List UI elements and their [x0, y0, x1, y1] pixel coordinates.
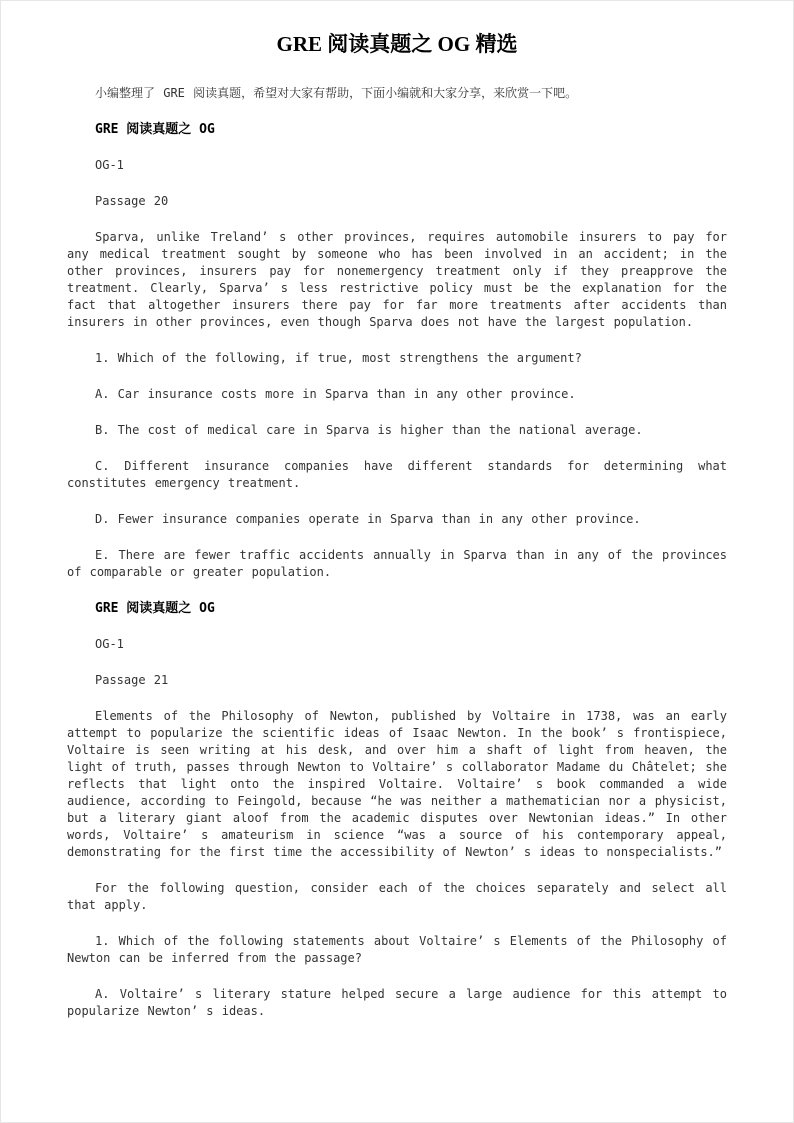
og-label: OG-1 — [95, 637, 124, 651]
passage-text: Sparva, unlike Treland’ s other provinces, requires automobile insurers to pay for any medical treatment sought by someone who has been involved in an accident; in the other provinces, insurers pay for nonemergency treatment only if they preapprove the treatment. Clearly, Sparva’ s less restrictive policy must be the explanation for the fact that altogether insurers there pay for far more treatments after accidents than insurers in other provinces, even though Sparva does not have the largest population. — [67, 230, 727, 329]
choice-b: B. The cost of medical care in Sparva is higher than the national average. — [95, 423, 643, 437]
section-heading: GRE 阅读真题之 OG — [95, 122, 215, 137]
passage-text: Elements of the Philosophy of Newton, published by Voltaire in 1738, was an early attempt to popularize the scientific ideas of Isaac Newton. In the book’ s frontispiece, Voltaire is seen writing at his desk, and over him a shaft of light from heaven, the light of truth, passes through Newton to Voltaire’ s collaborator Madame du Châtelet; she reflects that light onto the inspired Voltaire. Voltaire’ s book commanded a wide audience, according to Feingold, because “he was neither a mathematician nor a physicist, but a literary giant aloof from the academic disputes over Newtonian ideas.” In other words, Voltaire’ s amateurism in science “was a source of his contemporary appeal, demonstrating for the first time the accessibility of Newton’ s ideas to nonspecialists.” — [67, 709, 727, 859]
og-label: OG-1 — [95, 158, 124, 172]
choice-a: A. Voltaire’ s literary stature helped secure a large audience for this attempt to popularize Newton’ s ideas. — [67, 987, 727, 1018]
passage-label: Passage 20 — [95, 194, 169, 208]
choice-d: D. Fewer insurance companies operate in Sparva than in any other province. — [95, 512, 641, 526]
choice-a: A. Car insurance costs more in Sparva than in any other province. — [95, 387, 576, 401]
choice-e: E. There are fewer traffic accidents annually in Sparva than in any of the provinces of comparable or greater population. — [67, 548, 727, 579]
question-text: 1. Which of the following, if true, most strengthens the argument? — [95, 351, 582, 365]
question-text: 1. Which of the following statements about Voltaire’ s Elements of the Philosophy of Newton can be inferred from the passage? — [67, 934, 727, 965]
page-title: GRE 阅读真题之 OG 精选 — [276, 32, 518, 56]
instruction-note: For the following question, consider each of the choices separately and select all that apply. — [67, 881, 727, 912]
intro-paragraph: 小编整理了 GRE 阅读真题，希望对大家有帮助，下面小编就和大家分享，来欣赏一下吧。 — [95, 86, 578, 100]
choice-c: C. Different insurance companies have different standards for determining what constitutes emergency treatment. — [67, 459, 727, 490]
section-heading: GRE 阅读真题之 OG — [95, 601, 215, 616]
passage-label: Passage 21 — [95, 673, 169, 687]
